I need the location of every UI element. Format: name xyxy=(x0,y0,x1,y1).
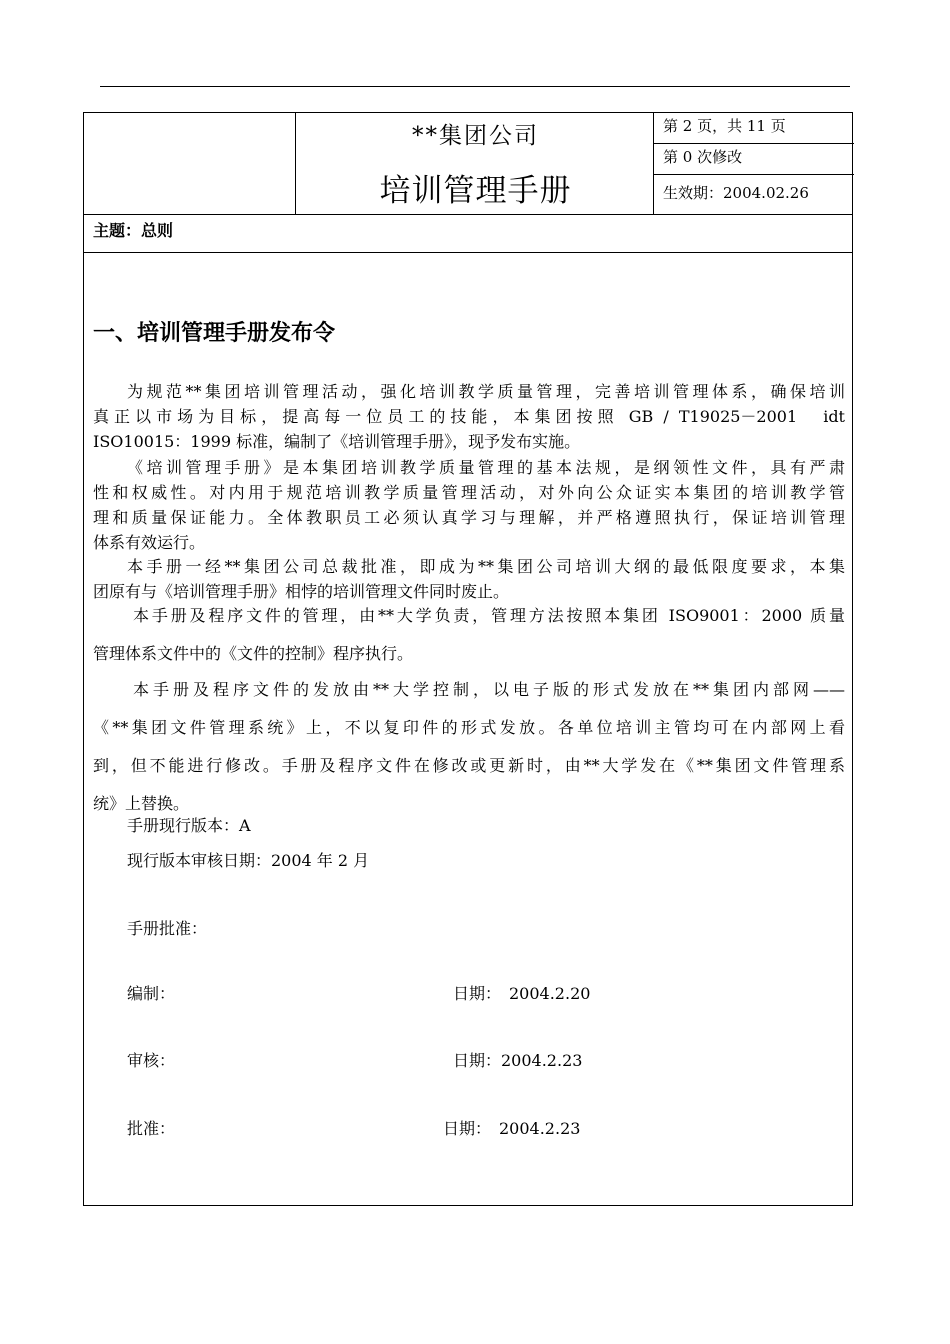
paragraph-line: 本手册及程序文件的管理，由**大学负责，管理方法按照本集团 ISO9001：2000 质量 xyxy=(133,606,845,625)
paragraph-line: 《**集团文件管理系统》上，不以复印件的形式发放。各单位培训主管均可在内部网上看 xyxy=(93,718,845,737)
paragraph-1 xyxy=(93,379,845,454)
effective-date: 生效期：2004.02.26 xyxy=(663,184,809,202)
header-divider-left xyxy=(295,113,296,214)
paragraph-line: 管理体系文件中的《文件的控制》程序执行。 xyxy=(93,644,414,663)
subject-bottom-line xyxy=(84,252,852,253)
signoff-label-approved: 批准： xyxy=(127,1119,176,1138)
paragraph-2 xyxy=(93,455,845,555)
signoff-label-reviewed: 审核： xyxy=(127,1051,176,1070)
paragraph-line: 理和质量保证能力。全体教职员工必须认真学习与理解，并严格遵照执行，保证培训管理 xyxy=(93,508,845,527)
paragraph-4 xyxy=(93,597,845,673)
signoff-label-compiled: 编制： xyxy=(127,984,176,1003)
version-line: 手册现行版本：A xyxy=(127,816,251,835)
paragraph-line: 统》上替换。 xyxy=(93,794,190,813)
paragraph-line: ISO10015：1999 标准，编制了《培训管理手册》，现予发布实施。 xyxy=(93,432,581,451)
paragraph-line: 体系有效运行。 xyxy=(93,533,206,552)
paragraph-line: 真正以市场为目标，提高每一位员工的技能，本集团按照 GB / T19025－2001 idt xyxy=(93,407,845,426)
paragraph-line: 为规范**集团培训管理活动，强化培训教学质量管理，完善培训管理体系，确保培训 xyxy=(127,382,845,401)
paragraph-line: 本手册一经**集团公司总裁批准，即成为**集团公司培训大纲的最低限度要求，本集 xyxy=(127,557,845,576)
page-info: 第 2 页，共 11 页 xyxy=(663,117,786,135)
paragraph-line: 《培训管理手册》是本集团培训教学质量管理的基本法规，是纲领性文件，具有严肃 xyxy=(127,458,845,477)
company-name: **集团公司 xyxy=(412,123,539,149)
meta-divider-1 xyxy=(654,143,854,144)
header-bottom-line xyxy=(84,214,852,215)
review-date-line: 现行版本审核日期：2004 年 2 月 xyxy=(127,851,370,870)
paragraph-line: 到，但不能进行修改。手册及程序文件在修改或更新时，由**大学发在《**集团文件管理系 xyxy=(93,756,845,775)
approval-heading: 手册批准： xyxy=(127,919,208,938)
signoff-date-compiled: 日期： 2004.2.20 xyxy=(453,984,591,1003)
section-heading: 一、培训管理手册发布令 xyxy=(93,321,336,346)
manual-title: 培训管理手册 xyxy=(379,173,572,209)
revision-info: 第 0 次修改 xyxy=(663,148,743,166)
paragraph-line: 本手册及程序文件的发放由**大学控制，以电子版的形式发放在**集团内部网—— xyxy=(133,680,845,699)
meta-divider-2 xyxy=(654,174,854,175)
subject-line: 主题：总则 xyxy=(93,221,174,240)
document-frame xyxy=(83,112,853,1206)
signoff-date-approved: 日期： 2004.2.23 xyxy=(443,1119,581,1138)
paragraph-5 xyxy=(93,671,845,823)
header-rule xyxy=(100,86,850,87)
paragraph-line: 团原有与《培训管理手册》相悖的培训管理文件同时废止。 xyxy=(93,582,510,601)
signoff-date-reviewed: 日期：2004.2.23 xyxy=(453,1051,583,1070)
paragraph-line: 性和权威性。对内用于规范培训教学质量管理活动，对外向公众证实本集团的培训教学管 xyxy=(93,483,845,502)
